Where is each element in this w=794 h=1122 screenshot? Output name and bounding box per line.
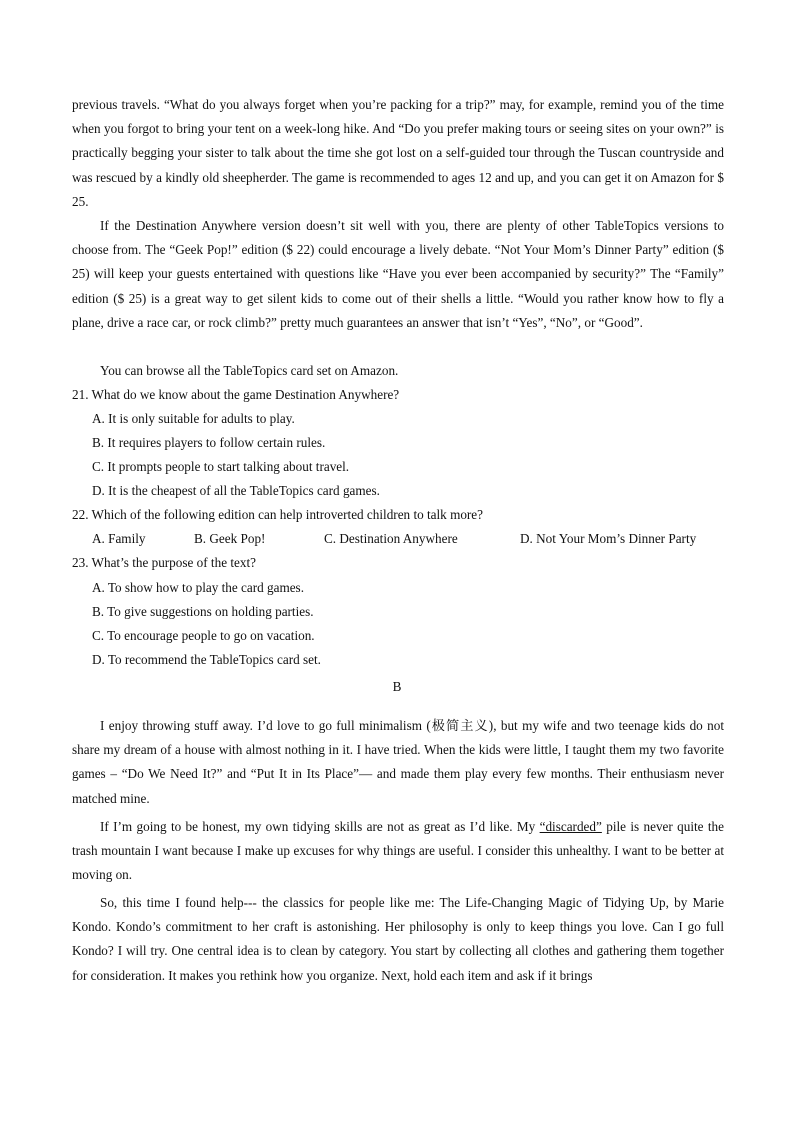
question-23-option-b: B. To give suggestions on holding parties.: [92, 604, 314, 619]
question-21-option-d: D. It is the cheapest of all the TableTopics card games.: [92, 483, 380, 498]
passage-a-paragraph-3: You can browse all the TableTopics card set on Amazon.: [100, 363, 399, 378]
question-21-option-a: A. It is only suitable for adults to play.: [92, 411, 295, 426]
question-21-option-c: C. It prompts people to start talking about travel.: [92, 459, 350, 474]
passage-b-paragraph-3: So, this time I found help--- the classics for people like me: The Life-Changing Magic of Tidying Up, by Marie Kondo. Kondo’s commitment to her craft is astonishing. Her philosophy is only to keep things you love. Can I go full Kondo? I will try. One central idea is to clean by category. You start by collecting all clothes and gathering them together for consideration. It makes you rethink how you organize. Next, hold each item and ask if it brings: [72, 895, 724, 983]
question-23-option-d: D. To recommend the TableTopics card set.: [92, 652, 321, 667]
question-22-option-b: B. Geek Pop!: [194, 531, 266, 546]
passage-b-paragraph-2-start: If I’m going to be honest, my own tidying skills are not as great as I’d like. My: [100, 819, 540, 834]
question-21-stem: 21. What do we know about the game Destination Anywhere?: [72, 387, 400, 402]
question-22-option-c: C. Destination Anywhere: [324, 531, 458, 546]
question-22-stem: 22. Which of the following edition can help introverted children to talk more?: [72, 507, 484, 522]
section-b-heading: B: [392, 679, 402, 694]
question-23-option-c: C. To encourage people to go on vacation.: [92, 628, 315, 643]
question-21-option-b: B. It requires players to follow certain rules.: [92, 435, 326, 450]
passage-b-paragraph-1: I enjoy throwing stuff away. I’d love to go full minimalism (极简主义), but my wife and two teenage kids do not share my dream of a house with almost nothing in it. I have tried. When the kids were little, I taught them my two favorite games – “Do We Need It?” and “Put It in Its Place”— and made them play every few months. Their enthusiasm never matched mine.: [72, 718, 724, 806]
passage-a-paragraph-1: previous travels. “What do you always forget when you’re packing for a trip?” may, for example, remind you of the time when you forgot to bring your tent on a week-long hike. And “Do you prefer making tours or seeing sites on your own?” is practically begging your sister to talk about the time she got lost on a self-guided tour through the Tuscan countryside and was rescued by a kindly old sheepherder. The game is recommended to ages 12 and up, and you can get it on Amazon for $ 25.: [72, 97, 724, 209]
question-22-option-d: D. Not Your Mom’s Dinner Party: [520, 531, 697, 546]
question-23-stem: 23. What’s the purpose of the text?: [72, 555, 256, 570]
question-23-option-a: A. To show how to play the card games.: [92, 580, 304, 595]
question-22-options-row: [0, 527, 794, 551]
passage-b-paragraph-2-end: pile is never quite the trash mountain I want because I make up excuses for why things are useful. I consider this unhealthy. I want to be better at moving on.: [72, 819, 724, 883]
passage-a-paragraph-2: If the Destination Anywhere version doesn’t sit well with you, there are plenty of other TableTopics versions to choose from. The “Geek Pop!” edition ($ 22) could encourage a lively debate. “Not Your Mom’s Dinner Party” edition ($ 25) will keep your guests entertained with questions like “Have you ever been accompanied by security?” The “Family” edition ($ 25) is a great way to get silent kids to come out of their shells a little. “Would you rather know how to fly a plane, drive a race car, or rock climb?” pretty much guarantees an answer that isn’t “Yes”, “No”, or “Good”.: [72, 218, 724, 330]
passage-b-paragraph-2: [72, 815, 724, 888]
underlined-word-discarded: “discarded”: [539, 819, 602, 834]
question-22-option-a: A. Family: [92, 531, 146, 546]
